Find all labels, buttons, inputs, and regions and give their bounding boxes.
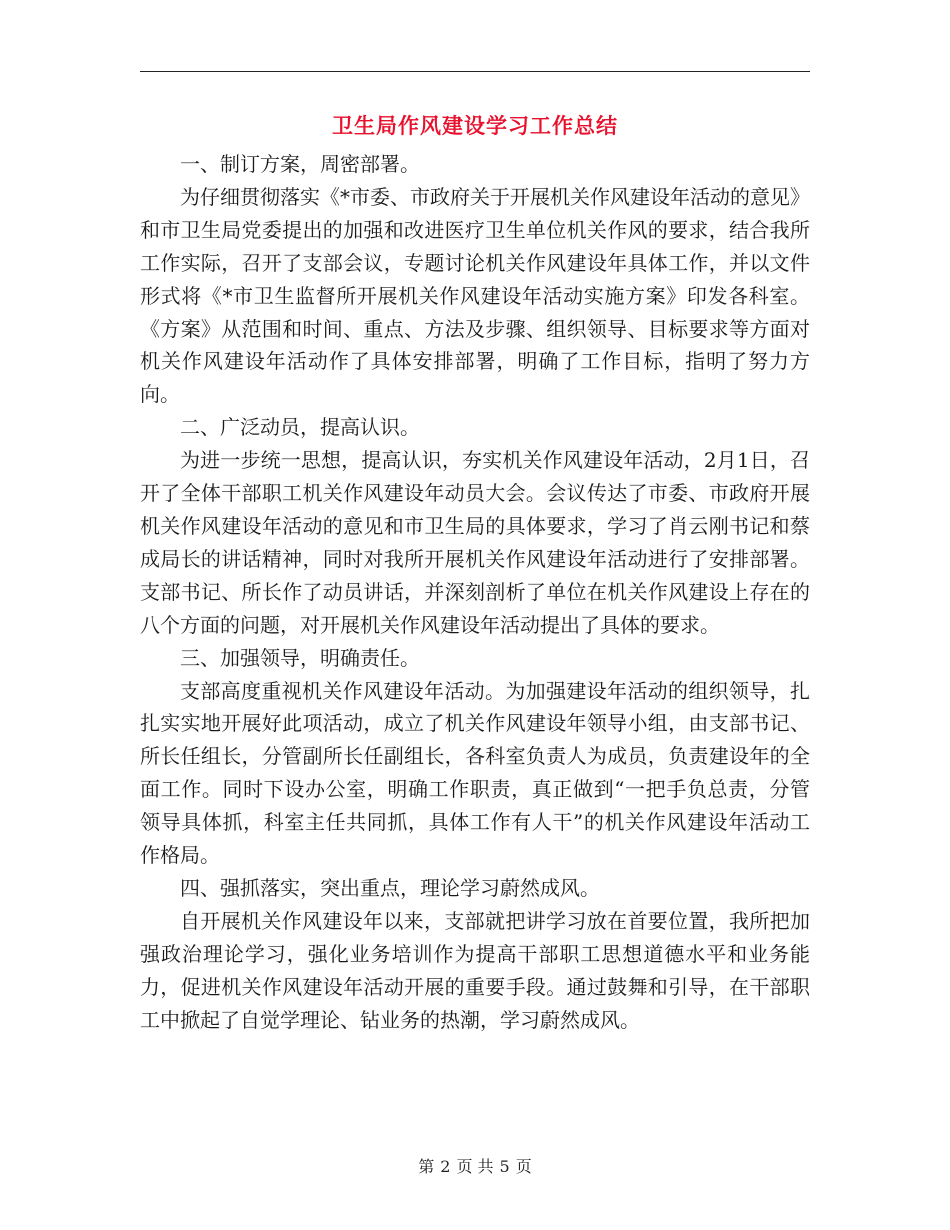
section-heading-3: 三、加强领导，明确责任。 — [180, 645, 420, 670]
header-rule — [140, 71, 810, 72]
section-heading-2: 二、广泛动员，提高认识。 — [180, 415, 420, 440]
paragraph-1: 为仔细贯彻落实《*市委、市政府关于开展机关作风建设年活动的意见》和市卫生局党委提出的加强和改进医疗卫生单位机关作风的要求，结合我所工作实际，召开了支部会议，专题讨论机关作风建设年具体工作，并以文件形式将《*市卫生监督所开展机关作风建设年活动实施方案》印发各科室。《方案》从范围和时间、重点、方法及步骤、组织领导、目标要求等方面对机关作风建设年活动作了具体安排部署，明确了工作目标，指明了努力方向。 — [140, 184, 810, 407]
footer-total-pages: 5 — [499, 1157, 510, 1176]
footer-middle: 页 共 — [456, 1157, 494, 1176]
page-footer — [0, 1154, 950, 1177]
footer-page-number: 2 — [440, 1157, 451, 1176]
document-title: 卫生局作风建设学习工作总结 — [332, 114, 618, 138]
footer-prefix: 第 — [418, 1157, 435, 1176]
section-heading-4: 四、强抓落实，突出重点，理论学习蔚然成风。 — [180, 875, 600, 900]
document-body — [140, 148, 810, 1036]
paragraph-2: 为进一步统一思想，提高认识，夯实机关作风建设年活动，2月1日，召开了全体干部职工机关作风建设年动员大会。会议传达了市委、市政府开展机关作风建设年活动的意见和市卫生局的具体要求，学习了肖云刚书记和蔡成局长的讲话精神，同时对我所开展机关作风建设年活动进行了安排部署。支部书记、所长作了动员讲话，并深刻剖析了单位在机关作风建设上存在的八个方面的问题，对开展机关作风建设年活动提出了具体的要求。 — [140, 448, 810, 637]
section-heading-1: 一、制订方案，周密部署。 — [180, 152, 420, 176]
paragraph-4: 自开展机关作风建设年以来，支部就把讲学习放在首要位置，我所把加强政治理论学习，强化业务培训作为提高干部职工思想道德水平和业务能力，促进机关作风建设年活动开展的重要手段。通过鼓舞和引导，在干部职工中掀起了自觉学理论、钻业务的热潮，学习蔚然成风。 — [140, 908, 810, 1032]
paragraph-3: 支部高度重视机关作风建设年活动。为加强建设年活动的组织领导，扎扎实实地开展好此项活动，成立了机关作风建设年领导小组，由支部书记、所长任组长，分管副所长任副组长，各科室负责人为成员，负责建设年的全面工作。同时下设办公室，明确工作职责，真正做到“一把手负总责，分管领导具体抓，科室主任共同抓，具体工作有人干”的机关作风建设年活动工作格局。 — [140, 678, 810, 868]
footer-suffix: 页 — [515, 1157, 532, 1176]
